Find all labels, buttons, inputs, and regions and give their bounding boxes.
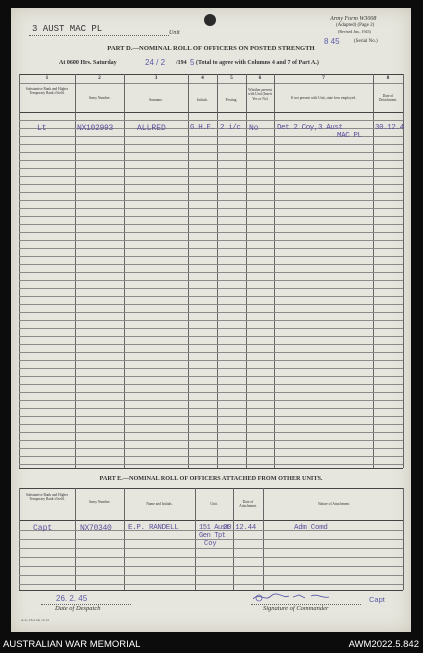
ruled-line bbox=[19, 384, 403, 385]
d-posting: 2 i/c bbox=[220, 124, 241, 132]
total-note: (Total to agree with Columns 4 and 7 of Part A.) bbox=[196, 60, 319, 66]
ruled-line bbox=[19, 240, 403, 241]
ruled-line bbox=[19, 448, 403, 449]
col-number-3: 3 bbox=[154, 75, 158, 81]
ruled-line bbox=[19, 184, 403, 185]
col-number-1: 1 bbox=[45, 75, 49, 81]
ruled-line bbox=[19, 392, 403, 393]
serial-label: (Serial No.) bbox=[354, 39, 378, 44]
e-date-attachment: 30.12.44 bbox=[223, 524, 256, 532]
ruled-line bbox=[19, 440, 403, 441]
e-unit-line2: Gen Tpt bbox=[199, 532, 226, 540]
form-revised: (Revised Jan., 1943) bbox=[338, 29, 371, 34]
ruled-line bbox=[19, 584, 403, 585]
e-unit-line1: 151 Aust bbox=[199, 524, 230, 532]
d-employment: Det 2 Coy,3 Aust bbox=[277, 124, 343, 132]
ruled-line bbox=[19, 336, 403, 337]
col-number-2: 2 bbox=[98, 75, 101, 81]
e-nature: Adm Comd bbox=[294, 524, 328, 532]
caption-left: AUSTRALIAN WAR MEMORIAL bbox=[3, 639, 141, 650]
commander-rank: Capt bbox=[369, 595, 385, 604]
ruled-line bbox=[19, 192, 403, 193]
col-line bbox=[403, 488, 404, 590]
despatch-date: 26. 2. 45 bbox=[56, 594, 88, 603]
col-header-army-number: Army Number. bbox=[88, 96, 111, 100]
ruled-line bbox=[19, 272, 403, 273]
ruled-line bbox=[19, 360, 403, 361]
ruled-line bbox=[19, 575, 403, 576]
ruled-line bbox=[19, 328, 403, 329]
d-surname: ALLRED bbox=[137, 124, 166, 133]
col-number-5: 5 bbox=[230, 75, 233, 81]
ruled-line bbox=[19, 400, 403, 401]
document-sheet bbox=[11, 8, 411, 632]
caption-bar bbox=[0, 636, 423, 653]
ruled-line bbox=[19, 424, 403, 425]
d-present: No bbox=[249, 124, 259, 133]
at-label: At 0600 Hrs. Saturday bbox=[59, 60, 117, 66]
d-initials: G.H.F. bbox=[190, 124, 215, 132]
form-adapted: (Adapted) (Page 2) bbox=[336, 23, 375, 28]
ruled-line bbox=[19, 176, 403, 177]
ruled-line bbox=[19, 120, 403, 121]
year-digit: 5 bbox=[190, 58, 195, 67]
d-employment-line2: MAC PL bbox=[337, 132, 362, 140]
ruled-line bbox=[19, 288, 403, 289]
col-line bbox=[403, 74, 404, 468]
ruled-line bbox=[19, 456, 403, 457]
col-header-surname: Surname. bbox=[149, 98, 163, 102]
ruled-line bbox=[19, 566, 403, 567]
unit-name: 3 AUST MAC PL bbox=[32, 24, 103, 34]
ruled-line bbox=[19, 432, 403, 433]
ruled-line bbox=[19, 344, 403, 345]
col-header-date-detachment: Date of Detachment. bbox=[378, 94, 398, 103]
col-number-8: 8 bbox=[386, 75, 390, 81]
part-d-header-bottom bbox=[19, 112, 403, 113]
ruled-line bbox=[19, 200, 403, 201]
ruled-line bbox=[19, 152, 403, 153]
serial-value: 8 45 bbox=[324, 37, 340, 46]
e-header-rank: Substantive Rank and Higher Temporary Rank if held. bbox=[25, 493, 69, 502]
e-unit-line3: Coy bbox=[204, 540, 217, 548]
part-e-top-border bbox=[19, 488, 403, 489]
despatch-label: Date of Despatch bbox=[55, 605, 101, 612]
ruled-line bbox=[19, 304, 403, 305]
punch-hole bbox=[204, 14, 216, 26]
commander-signature-icon bbox=[251, 590, 346, 604]
date-typed: 24 / 2 bbox=[145, 58, 166, 67]
ruled-line bbox=[19, 320, 403, 321]
ruled-line bbox=[19, 224, 403, 225]
e-header-army-number: Army Number. bbox=[88, 500, 111, 504]
e-name: E.P. RANDELL bbox=[128, 524, 179, 532]
ruled-line bbox=[19, 248, 403, 249]
col-header-rank: Substantive Rank and Higher Temporary Rank if held. bbox=[25, 87, 69, 96]
e-header-name: Name and Initials. bbox=[146, 502, 173, 506]
col-header-present: Whether present with Unit (Insert Yes or No) bbox=[248, 88, 272, 101]
e-rank: Capt bbox=[33, 524, 53, 533]
ruled-line bbox=[19, 264, 403, 265]
d-date-detachment: 30.12.4 bbox=[375, 124, 404, 132]
ruled-line bbox=[19, 144, 403, 145]
d-army-number: NX102993 bbox=[77, 124, 114, 133]
ruled-line bbox=[19, 368, 403, 369]
col-number-6: 6 bbox=[258, 75, 262, 81]
e-header-unit: Unit. bbox=[210, 502, 218, 506]
unit-label: Unit bbox=[169, 30, 180, 36]
col-number-4: 4 bbox=[201, 75, 204, 81]
ruled-line bbox=[19, 352, 403, 353]
ruled-line bbox=[19, 232, 403, 233]
unit-underline bbox=[29, 35, 169, 36]
year-prefix: /194 bbox=[176, 60, 187, 66]
ruled-line bbox=[19, 280, 403, 281]
e-header-date-attachment: Date of Attachment. bbox=[239, 500, 257, 509]
part-d-title: PART D.—NOMINAL ROLL OF OFFICERS ON POSTED STRENGTH bbox=[107, 45, 315, 52]
print-code: A.A. 23ai Jan 12.12 bbox=[21, 618, 49, 622]
e-army-number: NX70340 bbox=[80, 524, 112, 533]
e-header-nature: Nature of Attachment. bbox=[317, 502, 351, 506]
col-header-posting: Posting. bbox=[225, 98, 238, 102]
caption-right: AWM2022.5.842 bbox=[348, 639, 419, 650]
ruled-line bbox=[19, 376, 403, 377]
part-d-number-row-border bbox=[19, 83, 403, 84]
col-header-initials: Initials. bbox=[197, 98, 208, 102]
signature-label: Signature of Commander bbox=[263, 605, 329, 612]
col-header-employment: If not present with Unit, state how employed. bbox=[290, 96, 357, 100]
ruled-line bbox=[19, 216, 403, 217]
form-title: Army Form W3008 bbox=[330, 16, 377, 22]
part-d-bottom-border bbox=[19, 468, 403, 469]
ruled-line bbox=[19, 464, 403, 465]
d-rank: Lt bbox=[37, 124, 47, 133]
ruled-line bbox=[19, 168, 403, 169]
ruled-line bbox=[19, 256, 403, 257]
ruled-line bbox=[19, 408, 403, 409]
ruled-line bbox=[19, 416, 403, 417]
part-e-header-bottom bbox=[19, 520, 403, 521]
ruled-line bbox=[19, 160, 403, 161]
ruled-line bbox=[19, 557, 403, 558]
ruled-line bbox=[19, 296, 403, 297]
ruled-line bbox=[19, 548, 403, 549]
ruled-line bbox=[19, 312, 403, 313]
col-number-7: 7 bbox=[322, 75, 325, 81]
ruled-line bbox=[19, 208, 403, 209]
part-e-title: PART E.—NOMINAL ROLL OF OFFICERS ATTACHED FROM OTHER UNITS. bbox=[99, 475, 323, 482]
